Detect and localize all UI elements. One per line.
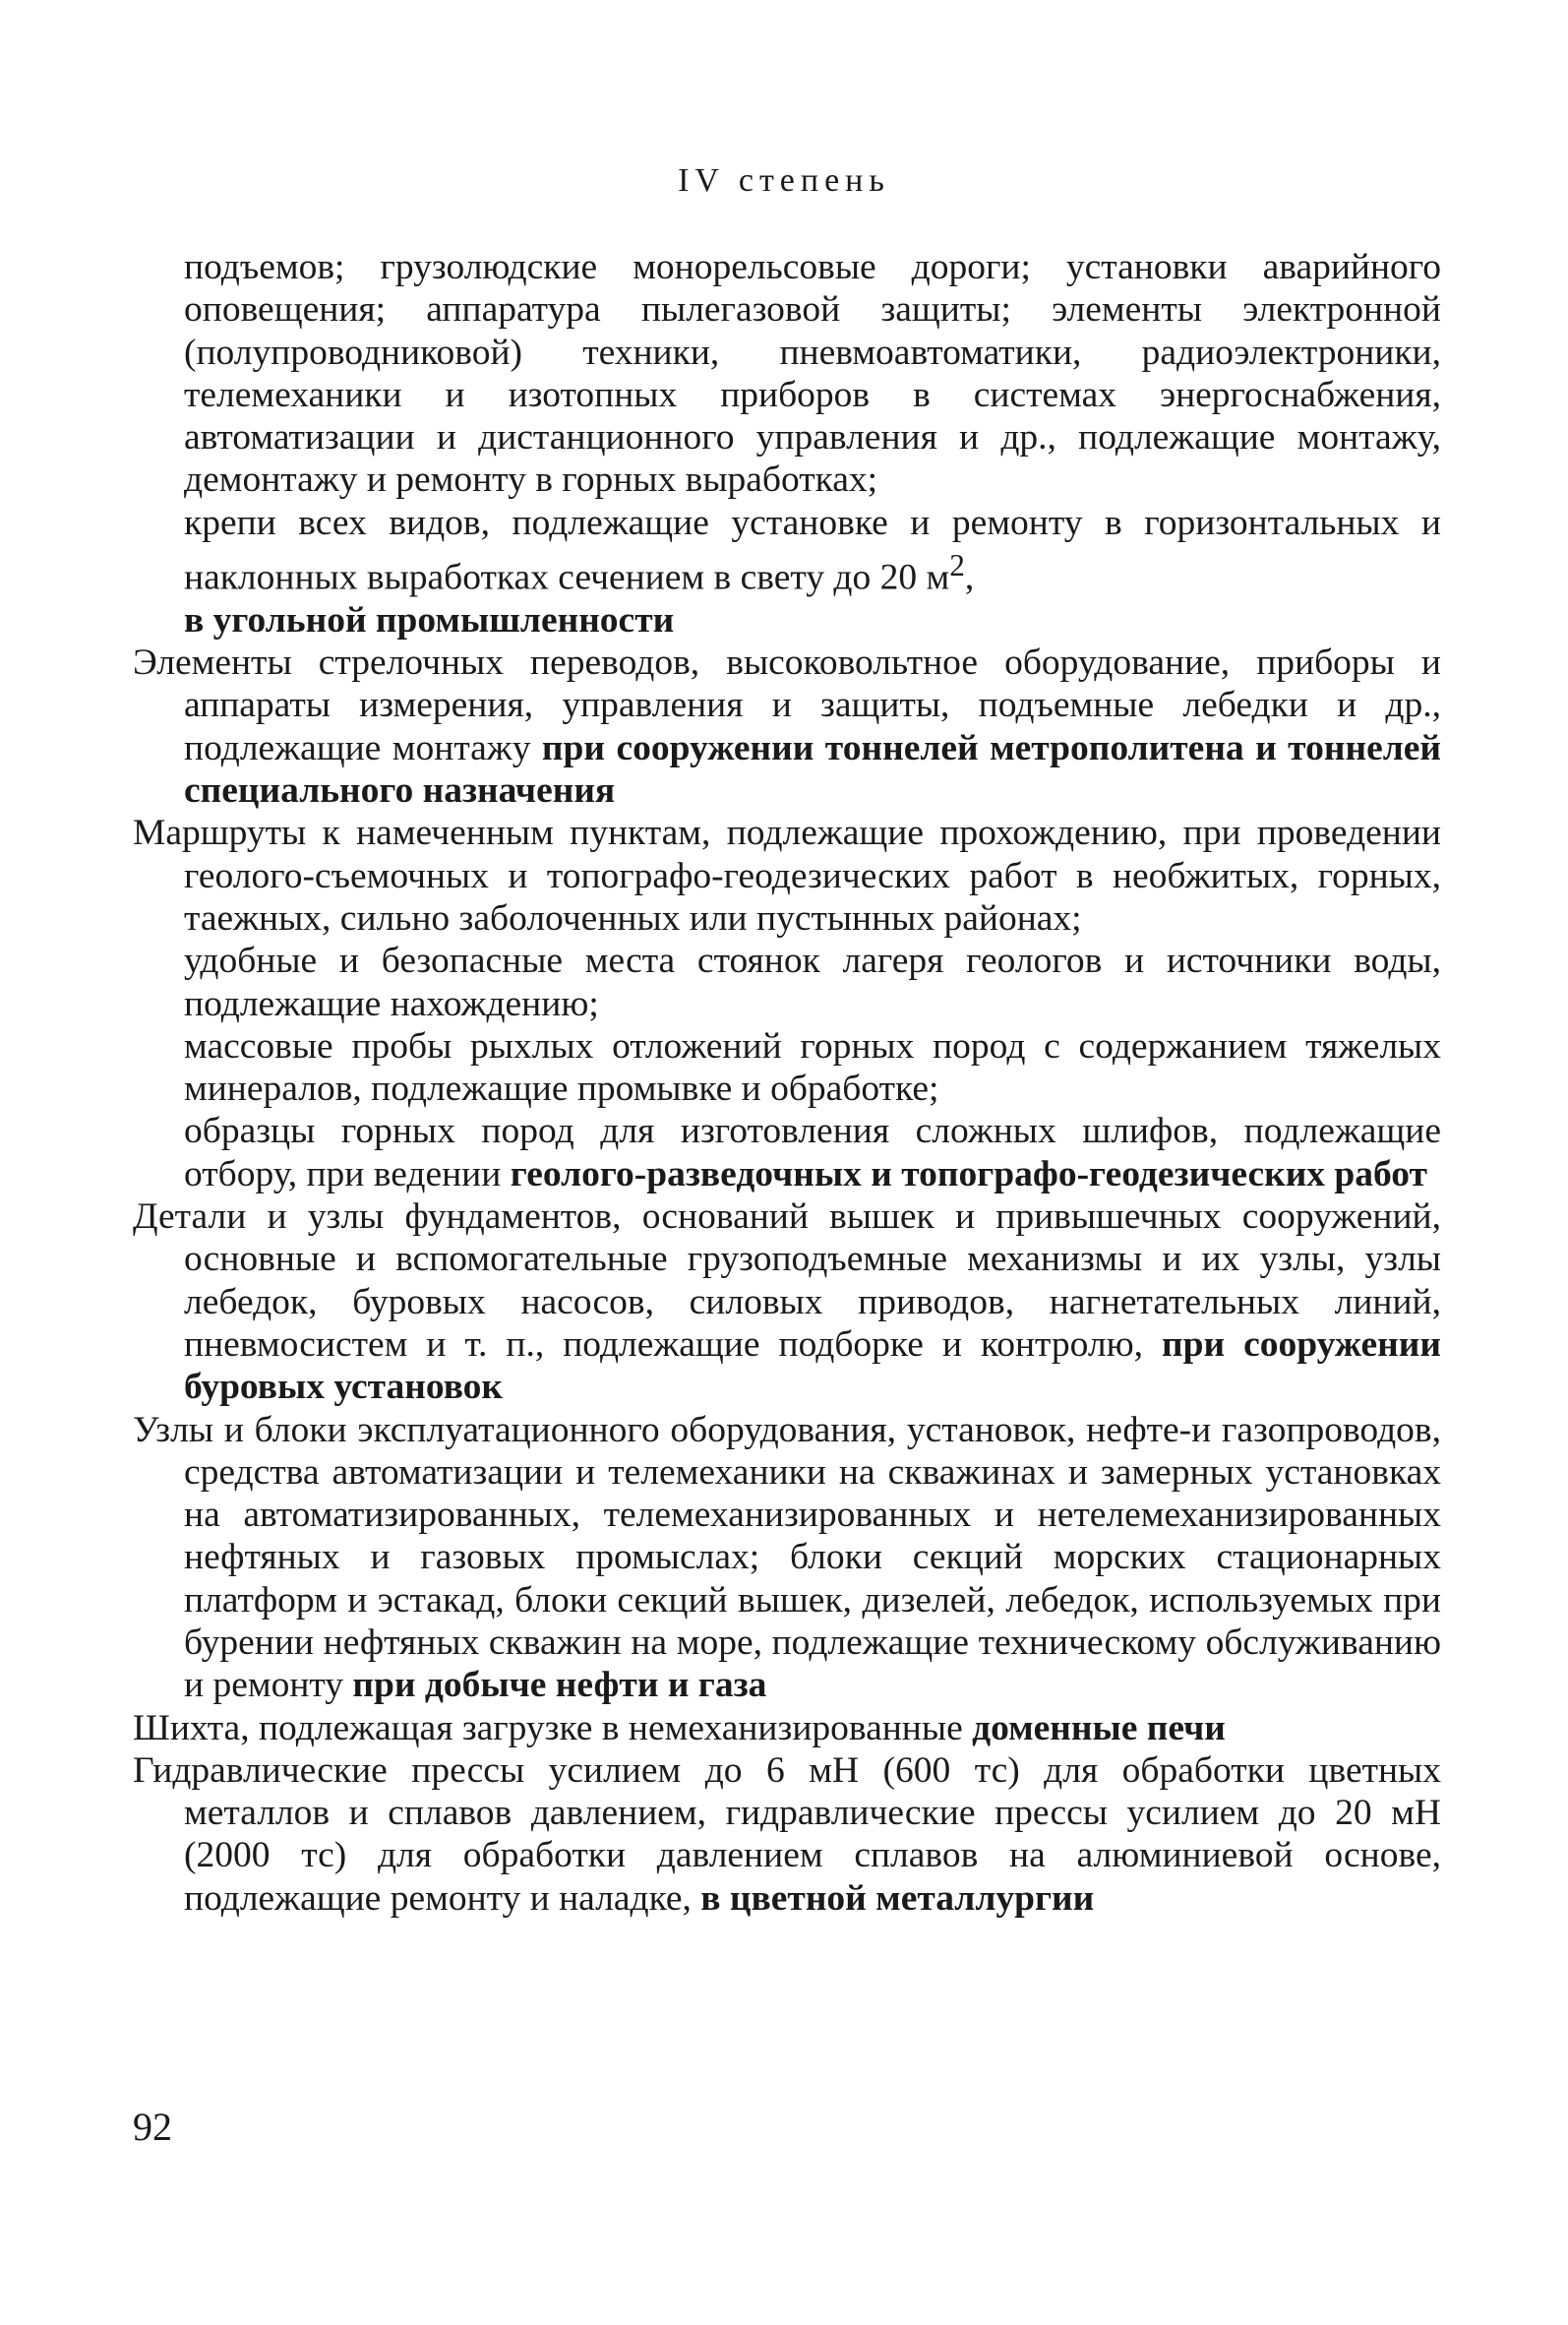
paragraph-routes [133,812,1441,940]
industry-label: при сооружении тоннелей метрополитена и тоннелей специального назначения [184,727,1442,812]
text: Узлы и блоки эксплуатационного оборудования, установок, нефте-и газопроводов, средства автоматизации и телемеханики на скважинах и замерных установках на автоматизированных, телемеханизированных и нетелемеханизированных нефтяных и газовых промыслах; блоки секций морских стационарных платформ и эстакад, блоки секций вышек, дизелей, лебедок, используемых при бурении нефтяных скважин на море, подлежащие техническому обслуживанию и ремонту [133,1409,1441,1706]
paragraph-rock-specimens [133,1110,1441,1195]
paragraph-presses [133,1749,1441,1920]
paragraph-tunnels [133,642,1441,812]
page-body [133,246,1441,1920]
text: подъемов; грузолюдские монорельсовые дороги; установки аварийного оповещения; аппаратура пылегазовой защиты; элементы электронной (полупроводниковой) техники, пневмоавтоматики, радиоэлектроники, телемеханики и изотопных приборов в системах энергоснабжения, автоматизации и дистанционного управления и др., подлежащие монтажу, демонтажу и ремонту в горных выработках; [184,247,1441,501]
text: , [964,557,975,598]
paragraph-supports [133,502,1441,642]
text: Элементы стрелочных переводов, высоковольтное оборудование, приборы и аппараты измерения, управления и защиты, подъемные лебедки и др., подлежащие монтажу [133,642,1441,768]
text: массовые пробы рыхлых отложений горных пород с содержанием тяжелых минералов, подлежащие промывке и обработке; [184,1025,1441,1110]
running-header: IV степень [678,162,890,199]
text: Детали и узлы фундаментов, оснований вышек и привышечных сооружений, основные и вспомогательные грузоподъемные механизмы и их узлы, узлы лебедок, буровых насосов, силовых приводов, нагнетательных линий, пневмосистем и т. п., подлежащие подборке и контролю, [133,1196,1441,1365]
text: Маршруты к намеченным пунктам, подлежащие прохождению, при проведении геолого-съемочных и топографо-геодезических работ в необжитых, горных, таежных, сильно заболоченных или пустынных районах; [133,813,1441,939]
paragraph-samples [133,1025,1441,1111]
paragraph-drilling-rigs [133,1195,1441,1408]
paragraph-blast-furnace [133,1707,1441,1749]
industry-label: геолого-разведочных и топографо-геодезических работ [510,1153,1427,1194]
paragraph-oil-gas [133,1409,1441,1707]
superscript: 2 [949,548,965,583]
industry-label: в цветной металлургии [700,1877,1095,1919]
industry-label: в угольной промышленности [184,599,675,641]
text: образцы горных пород для изготовления сложных шлифов, подлежащие отбору, при ведении [184,1111,1441,1194]
text: Шихта, подлежащая загрузке в немеханизированные [133,1707,973,1748]
page-number: 92 [133,2105,172,2149]
paragraph-continuation [133,246,1441,502]
industry-label: доменные печи [972,1707,1226,1748]
industry-label: при добыче нефти и газа [352,1665,767,1706]
text: удобные и безопасные места стоянок лагеря геологов и источники воды, подлежащие нахождению; [184,941,1441,1024]
text: Гидравлические прессы усилием до 6 мН (600 тс) для обработки цветных металлов и сплавов давлением, гидравлические прессы усилием до 20 мН (2000 тс) для обработки давлением сплавов на алюминиевой основе, подлежащие ремонту и наладке, [133,1749,1441,1919]
industry-label: при сооружении буровых установок [184,1323,1441,1408]
paragraph-camp-sites [133,940,1441,1025]
text: крепи всех видов, подлежащие установке и ремонту в горизонтальных и наклонных выработках сечением в свету до 20 м [184,502,1441,598]
